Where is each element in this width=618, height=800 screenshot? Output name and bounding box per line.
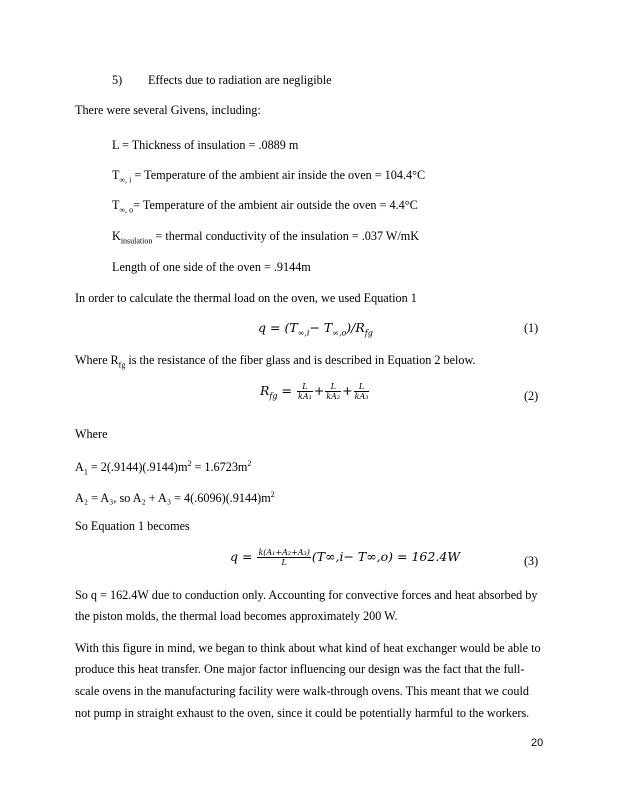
paragraph-1-line-2: the piston molds, the thermal load becomes approximately 200 W.: [75, 609, 398, 623]
equation-1: $q = (T_{\infty,i}- T_{\infty,o})/R_{fg}$: [258, 320, 373, 338]
fraction-3: $\frac{L}{\text{kA₃}}$: [354, 382, 369, 401]
paragraph-2-line-3: scale ovens in the manufacturing facility were walk-through ovens. This meant that we could: [75, 684, 529, 698]
equation-2-number: (2): [524, 389, 539, 403]
eq3-intro: So Equation 1 becomes: [75, 519, 190, 533]
equation-3: q = $\frac{\text{k(A₁+A₂+A₃)}}{L}$ (T∞,i− T∞,o) = 162.4W: [230, 548, 461, 567]
paragraph-1-line-1: So q = 162.4W due to conduction only. Accounting for convective forces and heat absorbed by: [75, 588, 538, 602]
list-number: 5): [112, 73, 123, 87]
fraction-1: $\frac{L}{\text{kA₁}}$: [297, 382, 312, 401]
fraction-2: $\frac{L}{\text{kA₂}}$: [326, 382, 341, 401]
equation-3-number: (3): [524, 554, 539, 568]
given-thickness: L = Thickness of insulation = .0889 m: [112, 138, 299, 152]
equation-1-number: (1): [524, 321, 539, 335]
given-temp-inside: $T_{\infty, i}$ = Temperature of the ambient air inside the oven = 104.4°C: [112, 168, 426, 185]
eq2-intro: Where $R_{fg}$ is the resistance of the fiber glass and is described in Equation 2 below.: [75, 353, 476, 370]
paragraph-2-line-1: With this figure in mind, we began to think about what kind of heat exchanger would be able to: [75, 641, 541, 655]
fraction-k-area: $\frac{\text{k(A₁+A₂+A₃)}}{L}$: [258, 548, 310, 567]
paragraph-2-line-2: produce this heat transfer. One major factor influencing our design was the fact that the full-: [75, 662, 525, 676]
where-label: Where: [75, 427, 108, 441]
paragraph-2-line-4: not pump in straight exhaust to the oven, since it could be potentially harmful to the workers.: [75, 706, 530, 720]
given-conductivity: $K_{insulation}$ = thermal conductivity of the insulation = .037 W/mK: [112, 229, 420, 246]
page-number: 20: [531, 737, 544, 749]
given-temp-outside: $T_{\infty, o}=$ Temperature of the ambient air outside the oven = 4.4°C: [112, 198, 418, 215]
givens-intro: There were several Givens, including:: [75, 103, 261, 117]
eq1-intro: In order to calculate the thermal load on the oven, we used Equation 1: [75, 291, 417, 305]
area-a2-a3: A₂ = A₃, so $A_2 + A_3 = 4(.6096)(.9144)m^2$: [75, 490, 275, 506]
assumption-text: Effects due to radiation are negligible: [148, 73, 332, 87]
given-side-length: Length of one side of the oven = .9144m: [112, 260, 311, 274]
equation-2: $R_{fg}$ = $\frac{L}{\text{kA₁}}$ + $\frac{L}{\text{kA₂}}$ + $\frac{L}{\text{kA₃}}$: [260, 382, 369, 401]
area-a1: $A_1 = 2(.9144)(.9144)m^2 = 1.6723m^2$: [75, 459, 252, 477]
